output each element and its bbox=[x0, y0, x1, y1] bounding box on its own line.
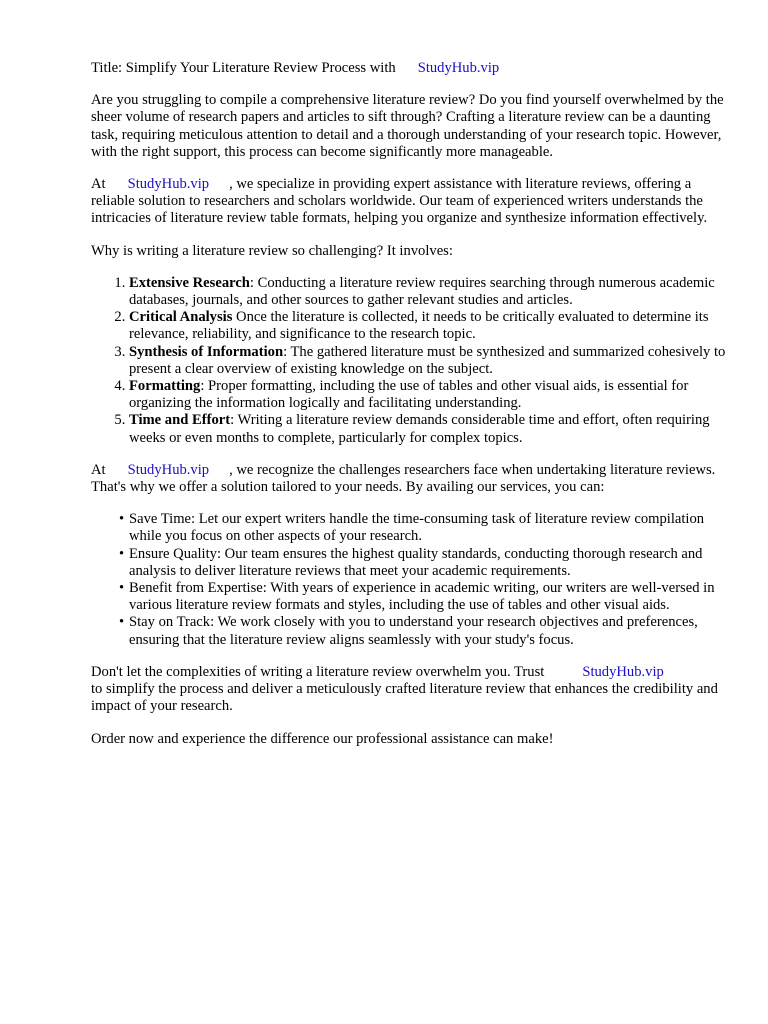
title-text: Title: Simplify Your Literature Review Process with bbox=[91, 60, 396, 76]
benefit-text: Stay on Track: We work closely with you to understand your research objectives and preferences, ensuring that the literature review aligns seamlessly with your study's focus. bbox=[129, 614, 698, 648]
bullet-icon: • bbox=[119, 545, 125, 562]
about-prefix: At bbox=[91, 176, 106, 193]
challenge-term: Formatting bbox=[129, 378, 201, 395]
cta-prefix: Don't let the complexities of writing a literature review overwhelm you. Trust bbox=[91, 663, 545, 680]
challenge-term: Critical Analysis bbox=[129, 309, 233, 326]
benefit-text: Save Time: Let our expert writers handle the time-consuming task of literature review compilation while you focus on other aspects of your research. bbox=[129, 511, 705, 545]
challenge-term: Time and Effort bbox=[129, 412, 231, 429]
benefit-text: Ensure Quality: Our team ensures the highest quality standards, conducting thorough research and analysis to deliver literature reviews that meet your academic requirements. bbox=[129, 545, 703, 579]
list-item bbox=[119, 580, 731, 614]
about-paragraph bbox=[91, 176, 731, 228]
services-text: , we recognize the challenges researchers face when undertaking literature reviews. That's why we offer a solution tailored to your needs. By availing our services, you can: bbox=[91, 461, 716, 496]
cta-text: to simplify the process and deliver a meticulously crafted literature review that enhances the credibility and impact of your research. bbox=[91, 681, 718, 715]
list-item: 4. Formatting: Proper formatting, including the use of tables and other visual aids, is essential for organizing the information logically and facilitating understanding. bbox=[129, 378, 731, 412]
bullet-icon: • bbox=[119, 580, 125, 597]
cta-paragraph bbox=[91, 664, 731, 716]
about-studyhub-link[interactable]: StudyHub.vip bbox=[127, 176, 210, 193]
list-item: 1. Extensive Research: Conducting a literature review requires searching through numerous academic databases, journals, and other sources to gather relevant studies and articles. bbox=[129, 275, 731, 309]
benefits-list bbox=[91, 511, 731, 649]
list-item bbox=[119, 614, 731, 648]
services-prefix: At bbox=[91, 461, 106, 478]
challenge-text: Once the literature is collected, it needs to be critically evaluated to determine its relevance, reliability, and significance to the research topic. bbox=[129, 309, 709, 343]
list-item: 5. Time and Effort: Writing a literature review demands considerable time and effort, often requiring weeks or even months to complete, particularly for complex topics. bbox=[129, 412, 731, 446]
benefit-text: Benefit from Expertise: With years of experience in academic writing, our writers are well-versed in various literature review formats and styles, including the use of tables and other visual aids. bbox=[129, 580, 715, 614]
challenge-question: Why is writing a literature review so challenging? It involves: bbox=[91, 242, 453, 259]
services-studyhub-link[interactable]: StudyHub.vip bbox=[127, 461, 210, 478]
challenges-list bbox=[91, 275, 731, 447]
bullet-icon: • bbox=[119, 511, 125, 528]
document-page bbox=[91, 60, 731, 763]
list-item: 3. Synthesis of Information: The gathered literature must be synthesized and summarized cohesively to present a clear overview of existing knowledge on the subject. bbox=[129, 344, 731, 378]
challenge-term: Extensive Research bbox=[129, 274, 250, 291]
challenge-text: Conducting a literature review requires searching through numerous academic databases, journals, and other sources to gather relevant studies and articles. bbox=[129, 274, 715, 309]
challenge-text: Proper formatting, including the use of tables and other visual aids, is essential for organizing the information logically and facilitating understanding. bbox=[129, 378, 689, 412]
bullet-icon: • bbox=[119, 614, 125, 631]
title-studyhub-link[interactable]: StudyHub.vip bbox=[417, 60, 500, 76]
about-text: , we specialize in providing expert assistance with literature reviews, offering a reliable solution to researchers and scholars worldwide. Our team of experienced writers understands the intricacies of literature review table formats, helping you organize and synthesize information effectively. bbox=[91, 176, 708, 227]
document-title bbox=[91, 60, 731, 77]
list-item bbox=[119, 545, 731, 580]
list-item bbox=[119, 511, 731, 545]
services-paragraph bbox=[91, 462, 731, 496]
challenge-text: The gathered literature must be synthesized and summarized cohesively to present a clear overview of existing knowledge on the subject. bbox=[129, 343, 726, 377]
list-item bbox=[129, 309, 731, 343]
challenge-term: Synthesis of Information bbox=[129, 343, 284, 360]
challenge-text: Writing a literature review demands considerable time and effort, often requiring weeks or even months to complete, particularly for complex topics. bbox=[129, 412, 710, 446]
intro-paragraph: Are you struggling to compile a comprehensive literature review? Do you find yourself overwhelmed by the sheer volume of research papers and articles to sift through? Crafting a literature review can be a daunting task, requiring meticulous attention to detail and a thorough understanding of your research topic. However, with the right support, this process can become significantly more manageable. bbox=[91, 92, 724, 160]
closing-paragraph: Order now and experience the difference our professional assistance can make! bbox=[91, 730, 554, 747]
cta-studyhub-link[interactable]: StudyHub.vip bbox=[582, 663, 664, 680]
